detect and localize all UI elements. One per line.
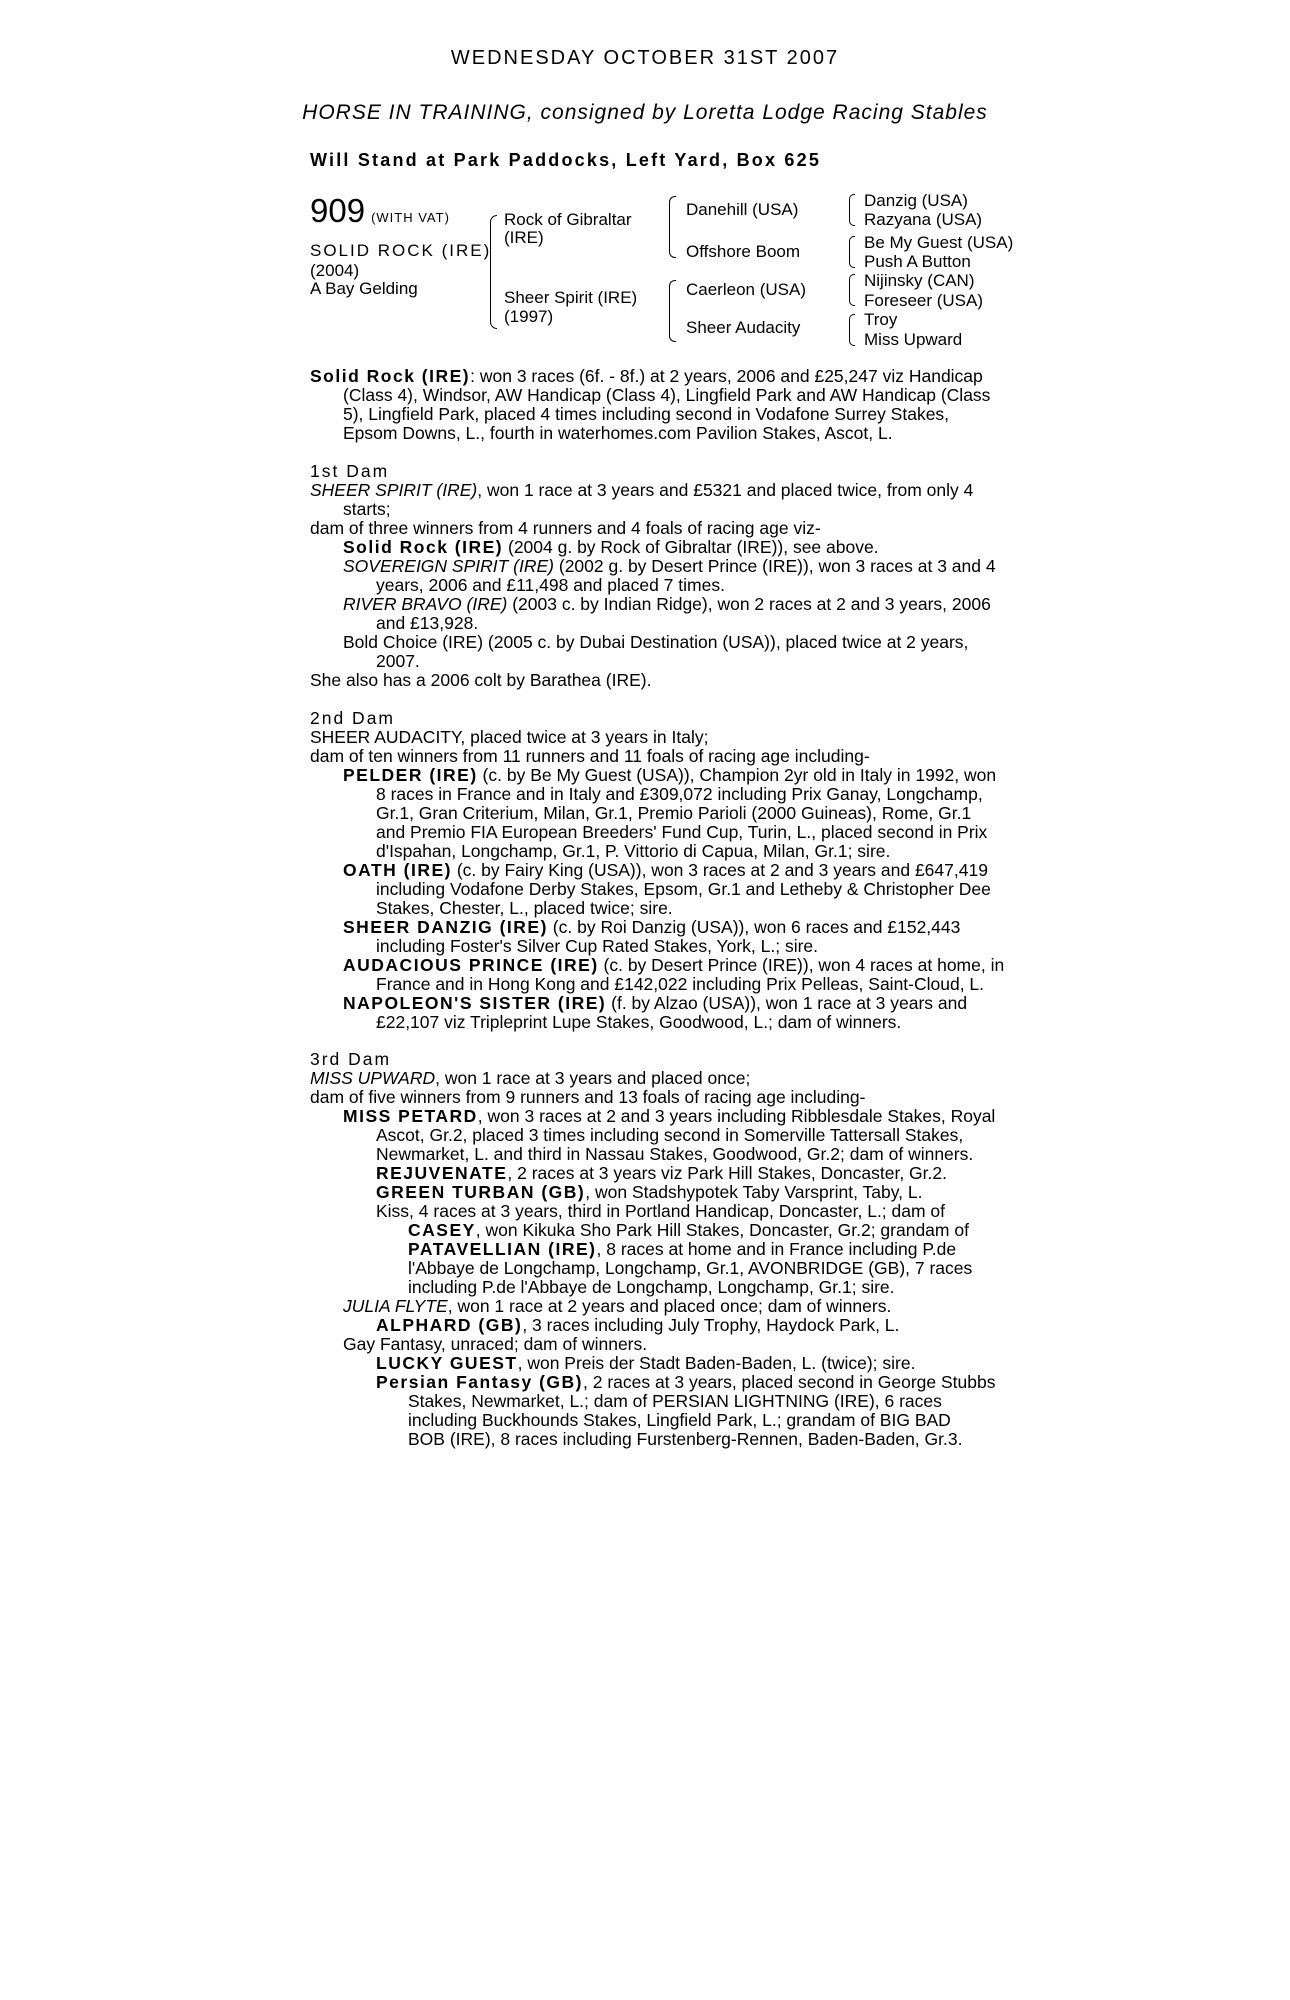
progeny-name: NAPOLEON'S SISTER (IRE)	[343, 993, 607, 1013]
progeny-name: ALPHARD (GB)	[376, 1315, 523, 1335]
progeny-name: SOVEREIGN SPIRIT (IRE)	[343, 556, 554, 576]
progeny-line: Bold Choice (IRE) (2005 c. by Dubai Destination (USA)), placed twice at 2 years,	[343, 632, 969, 652]
horse-year: (2004)	[310, 261, 360, 280]
dam-line: dam of five winners from 9 runners and 13 foals of racing age including-	[310, 1087, 866, 1107]
lot-number-row	[310, 192, 450, 230]
progeny-line: (2003 c. by Indian Ridge), won 2 races at 2 and 3 years, 2006	[507, 594, 991, 614]
progeny-line: and Premio FIA European Breeders' Fund Cup, Turin, L., placed second in Prix	[376, 822, 988, 842]
pedigree-brace-main	[490, 215, 497, 329]
progeny-line: including Buckhounds Stakes, Lingfield Park, L.; grandam of BIG BAD	[408, 1410, 951, 1430]
progeny-name: LUCKY GUEST	[376, 1353, 518, 1373]
progeny-line: including P.de l'Abbaye de Longchamp, Longchamp, Gr.1; sire.	[408, 1277, 895, 1297]
second-dam-section	[310, 709, 1010, 1032]
stand-location: Will Stand at Park Paddocks, Left Yard, Box 625	[310, 150, 822, 170]
pedigree-g7: Troy	[864, 310, 898, 329]
sale-date: WEDNESDAY OCTOBER 31ST 2007	[450, 47, 840, 69]
pedigree-brace-g4	[849, 314, 855, 346]
progeny-line: Kiss, 4 races at 3 years, third in Portland Handicap, Doncaster, L.; dam of	[376, 1201, 946, 1221]
progeny-line: , 2 races at 3 years, placed second in George Stubbs	[583, 1372, 996, 1392]
progeny-line: Ascot, Gr.2, placed 3 times including second in Somerville Tattersall Stakes,	[376, 1125, 964, 1145]
progeny-name: GREEN TURBAN (GB)	[376, 1182, 586, 1202]
dam-line: dam of ten winners from 11 runners and 11 foals of racing age including-	[310, 746, 870, 766]
progeny-line: (c. by Be My Guest (USA)), Champion 2yr old in Italy in 1992, won	[477, 765, 997, 785]
pedigree-g1: Danzig (USA)	[864, 191, 968, 210]
progeny-name: Solid Rock (IRE)	[343, 537, 504, 557]
pedigree-g8: Miss Upward	[864, 330, 963, 349]
progeny-line: years, 2006 and £11,498 and placed 7 times.	[376, 575, 725, 595]
progeny-line: and £13,928.	[376, 613, 479, 633]
vat-label: (WITH VAT)	[371, 210, 450, 225]
pedigree-g4: Push A Button	[864, 252, 971, 271]
dam-line: , won 1 race at 3 years and £5321 and placed twice, from only 4	[477, 480, 974, 500]
third-dam-section	[310, 1050, 1010, 1449]
record-line: 5), Lingfield Park, placed 4 times including second in Vodafone Surrey Stakes,	[343, 404, 950, 424]
progeny-line: , won Stadshypotek Taby Varsprint, Taby, L.	[585, 1182, 923, 1202]
progeny-line: including Foster's Silver Cup Rated Stakes, York, L.; sire.	[376, 936, 819, 956]
progeny-name: PELDER (IRE)	[343, 765, 478, 785]
dam-line: She also has a 2006 colt by Barathea (IRE).	[310, 670, 652, 690]
progeny-line: , won 3 races at 2 and 3 years including Ribblesdale Stakes, Royal	[477, 1106, 996, 1126]
progeny-name: MISS PETARD	[343, 1106, 478, 1126]
pedigree-dam-year: (1997)	[504, 307, 554, 326]
dam-line: dam of three winners from 4 runners and 4 foals of racing age viz-	[310, 518, 821, 538]
progeny-name: SHEER DANZIG (IRE)	[343, 917, 548, 937]
record-line: Epsom Downs, L., fourth in waterhomes.com Pavilion Stakes, Ascot, L.	[343, 423, 893, 443]
progeny-line: (c. by Desert Prince (IRE)), won 4 races at home, in	[598, 955, 1005, 975]
lot-subtitle: HORSE IN TRAINING, consigned by Loretta Lodge Racing Stables	[302, 101, 988, 124]
progeny-line: £22,107 viz Tripleprint Lupe Stakes, Goodwood, L.; dam of winners.	[376, 1012, 902, 1032]
race-record	[310, 367, 1010, 443]
dam-name: MISS UPWARD	[310, 1068, 436, 1088]
section-heading: 2nd Dam	[310, 708, 396, 728]
progeny-line: , 2 races at 3 years viz Park Hill Stakes, Doncaster, Gr.2.	[507, 1163, 947, 1183]
progeny-name: REJUVENATE	[376, 1163, 508, 1183]
progeny-line: Gay Fantasy, unraced; dam of winners.	[343, 1334, 648, 1354]
progeny-line: 2007.	[376, 651, 420, 671]
pedigree-g3: Be My Guest (USA)	[864, 233, 1014, 252]
dam-line: SHEER AUDACITY, placed twice at 3 years in Italy;	[310, 727, 709, 747]
progeny-line: (c. by Fairy King (USA)), won 3 races at 2 and 3 years and £647,419	[451, 860, 988, 880]
pedigree-g5: Nijinsky (CAN)	[864, 271, 975, 290]
progeny-name: OATH (IRE)	[343, 860, 452, 880]
pedigree-g6: Foreseer (USA)	[864, 291, 984, 310]
dam-line: starts;	[343, 499, 391, 519]
progeny-line: France and in Hong Kong and £142,022 including Prix Pelleas, Saint-Cloud, L.	[376, 974, 985, 994]
progeny-name: PATAVELLIAN (IRE)	[408, 1239, 597, 1259]
pedigree-sire-suffix: (IRE)	[504, 228, 544, 247]
dam-line: , won 1 race at 3 years and placed once;	[435, 1068, 751, 1088]
progeny-name: AUDACIOUS PRINCE (IRE)	[343, 955, 599, 975]
progeny-line: (c. by Roi Danzig (USA)), won 6 races and £152,443	[547, 917, 961, 937]
progeny-line: including Vodafone Derby Stakes, Epsom, Gr.1 and Letheby & Christopher Dee	[376, 879, 991, 899]
progeny-line: Stakes, Chester, L., placed twice; sire.	[376, 898, 673, 918]
pedigree-sire: Rock of Gibraltar	[504, 210, 632, 229]
section-heading: 3rd Dam	[310, 1049, 392, 1069]
progeny-name: Persian Fantasy (GB)	[376, 1372, 583, 1392]
progeny-line: , won 1 race at 2 years and placed once; dam of winners.	[447, 1296, 892, 1316]
pedigree-brace-g2	[849, 236, 855, 268]
progeny-line: , 3 races including July Trophy, Haydock Park, L.	[522, 1315, 900, 1335]
lot-number: 909	[310, 192, 366, 229]
pedigree-brace-g3	[849, 274, 855, 306]
progeny-name: CASEY	[408, 1220, 476, 1240]
progeny-line: (f. by Alzao (USA)), won 1 race at 3 years and	[606, 993, 968, 1013]
pedigree-sire-dam: Offshore Boom	[686, 242, 801, 261]
horse-description: A Bay Gelding	[310, 279, 418, 298]
progeny-line: BOB (IRE), 8 races including Furstenberg-Rennen, Baden-Baden, Gr.3.	[408, 1429, 963, 1449]
progeny-name: RIVER BRAVO (IRE)	[343, 594, 508, 614]
dam-name: SHEER SPIRIT (IRE)	[310, 480, 478, 500]
progeny-name: JULIA FLYTE	[343, 1296, 448, 1316]
horse-name: SOLID ROCK (IRE)	[310, 241, 492, 260]
pedigree-brace-dam	[669, 280, 676, 342]
record-horse-name: Solid Rock (IRE)	[310, 366, 471, 386]
progeny-line: , won Preis der Stadt Baden-Baden, L. (twice); sire.	[517, 1353, 916, 1373]
progeny-line: l'Abbaye de Longchamp, Longchamp, Gr.1, AVONBRIDGE (GB), 7 races	[408, 1258, 973, 1278]
record-line: (Class 4), Windsor, AW Handicap (Class 4), Lingfield Park and AW Handicap (Class	[343, 385, 991, 405]
pedigree-g2: Razyana (USA)	[864, 210, 983, 229]
pedigree-brace-g1	[849, 194, 855, 226]
section-heading: 1st Dam	[310, 461, 390, 481]
progeny-line: 8 races in France and in Italy and £309,072 including Prix Ganay, Longchamp,	[376, 784, 983, 804]
first-dam-section	[310, 462, 1010, 690]
progeny-line: Newmarket, L. and third in Nassau Stakes, Goodwood, Gr.2; dam of winners.	[376, 1144, 974, 1164]
progeny-line: d'Ispahan, Longchamp, Gr.1, P. Vittorio di Capua, Milan, Gr.1; sire.	[376, 841, 891, 861]
record-line: : won 3 races (6f. - 8f.) at 2 years, 2006 and £25,247 viz Handicap	[470, 366, 983, 386]
pedigree-dam-dam: Sheer Audacity	[686, 318, 801, 337]
progeny-line: (2004 g. by Rock of Gibraltar (IRE)), see above.	[503, 537, 879, 557]
progeny-line: Stakes, Newmarket, L.; dam of PERSIAN LIGHTNING (IRE), 6 races	[408, 1391, 942, 1411]
pedigree-dam: Sheer Spirit (IRE)	[504, 288, 638, 307]
pedigree-sire-sire: Danehill (USA)	[686, 200, 799, 219]
pedigree-dam-sire: Caerleon (USA)	[686, 280, 806, 299]
pedigree-brace-sire	[669, 196, 676, 258]
progeny-line: , 8 races at home and in France including P.de	[596, 1239, 957, 1259]
progeny-line: Gr.1, Gran Criterium, Milan, Gr.1, Premio Parioli (2000 Guineas), Rome, Gr.1	[376, 803, 972, 823]
progeny-line: (2002 g. by Desert Prince (IRE)), won 3 races at 3 and 4	[554, 556, 996, 576]
progeny-line: , won Kikuka Sho Park Hill Stakes, Doncaster, Gr.2; grandam of	[475, 1220, 969, 1240]
